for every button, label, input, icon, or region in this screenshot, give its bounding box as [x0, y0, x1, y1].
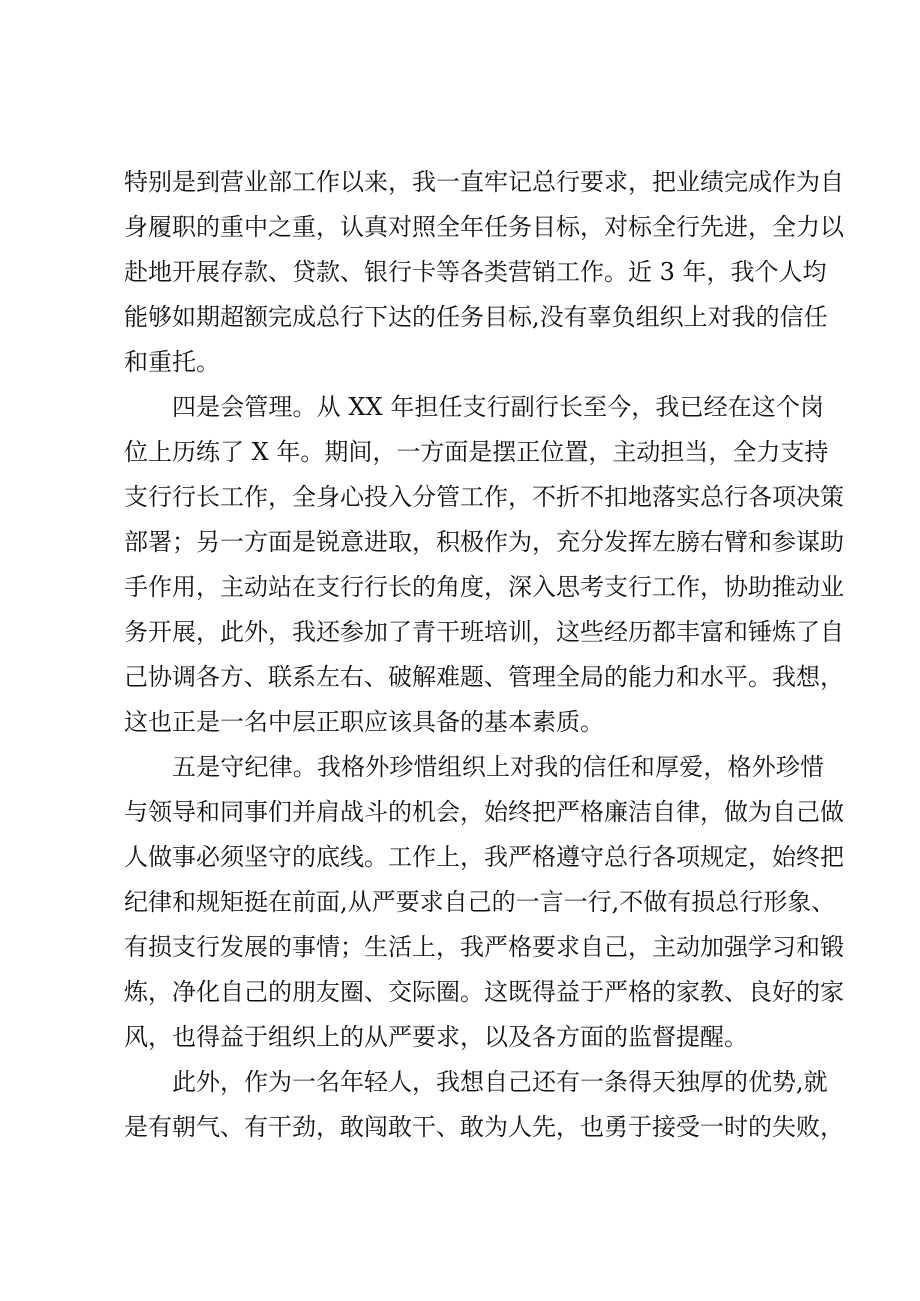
- paragraph-performance: [124, 160, 844, 385]
- text-line: 能够如期超额完成总行下达的任务目标,没有辜负组织上对我的信任: [124, 303, 828, 331]
- text-line: 是有朝气、有干劲，敢闯敢干、敢为人先，也勇于接受一时的失败，: [124, 1113, 844, 1141]
- text-line: 炼，净化自己的朋友圈、交际圈。这既得益于严格的家教、良好的家: [124, 978, 844, 1006]
- paragraph-discipline: [124, 745, 844, 1060]
- text-line: 支行行长工作，全身心投入分管工作，不折不扣地落实总行各项决策: [124, 483, 844, 511]
- text-line: 有损支行发展的事情；生活上，我严格要求自己，主动加强学习和锻: [124, 933, 844, 961]
- text-line: 手作用，主动站在支行行长的角度，深入思考支行工作，协助推动业: [124, 573, 844, 601]
- text-line: 与领导和同事们并肩战斗的机会，始终把严格廉洁自律，做为自己做: [124, 798, 844, 826]
- text-line: 位上历练了 X 年。期间，一方面是摆正位置，主动担当，全力支持: [124, 438, 829, 466]
- text-line: 五是守纪律。我格外珍惜组织上对我的信任和厚爱，格外珍惜: [172, 753, 824, 781]
- text-line: 人做事必须坚守的底线。工作上，我严格遵守总行各项规定，始终把: [124, 843, 844, 871]
- document-body: [124, 160, 844, 1150]
- text-line: 务开展，此外，我还参加了青干班培训，这些经历都丰富和锤炼了自: [124, 618, 844, 646]
- text-line: 四是会管理。从 XX 年担任支行副行长至今，我已经在这个岗: [172, 393, 824, 421]
- text-line: 身履职的重中之重，认真对照全年任务目标，对标全行先进，全力以: [124, 213, 844, 241]
- text-line: 赴地开展存款、贷款、银行卡等各类营销工作。近 3 年，我个人均: [124, 258, 827, 286]
- text-line: 风，也得益于组织上的从严要求，以及各方面的监督提醒。: [124, 1023, 748, 1051]
- text-line: 己协调各方、联系左右、破解难题、管理全局的能力和水平。我想，: [124, 663, 844, 691]
- paragraph-management: [124, 385, 844, 745]
- text-line: 特别是到营业部工作以来，我一直牢记总行要求，把业绩完成作为自: [124, 168, 844, 196]
- text-line: 纪律和规矩挺在前面,从严要求自己的一言一行,不做有损总行形象、: [124, 888, 836, 916]
- text-line: 和重托。: [124, 348, 220, 376]
- text-line: 部署；另一方面是锐意进取，积极作为，充分发挥左膀右臂和参谋助: [124, 528, 844, 556]
- text-line: 此外，作为一名年轻人，我想自己还有一条得天独厚的优势,就: [172, 1068, 828, 1096]
- text-line: 这也正是一名中层正职应该具备的基本素质。: [124, 708, 604, 736]
- paragraph-youth: [124, 1060, 844, 1150]
